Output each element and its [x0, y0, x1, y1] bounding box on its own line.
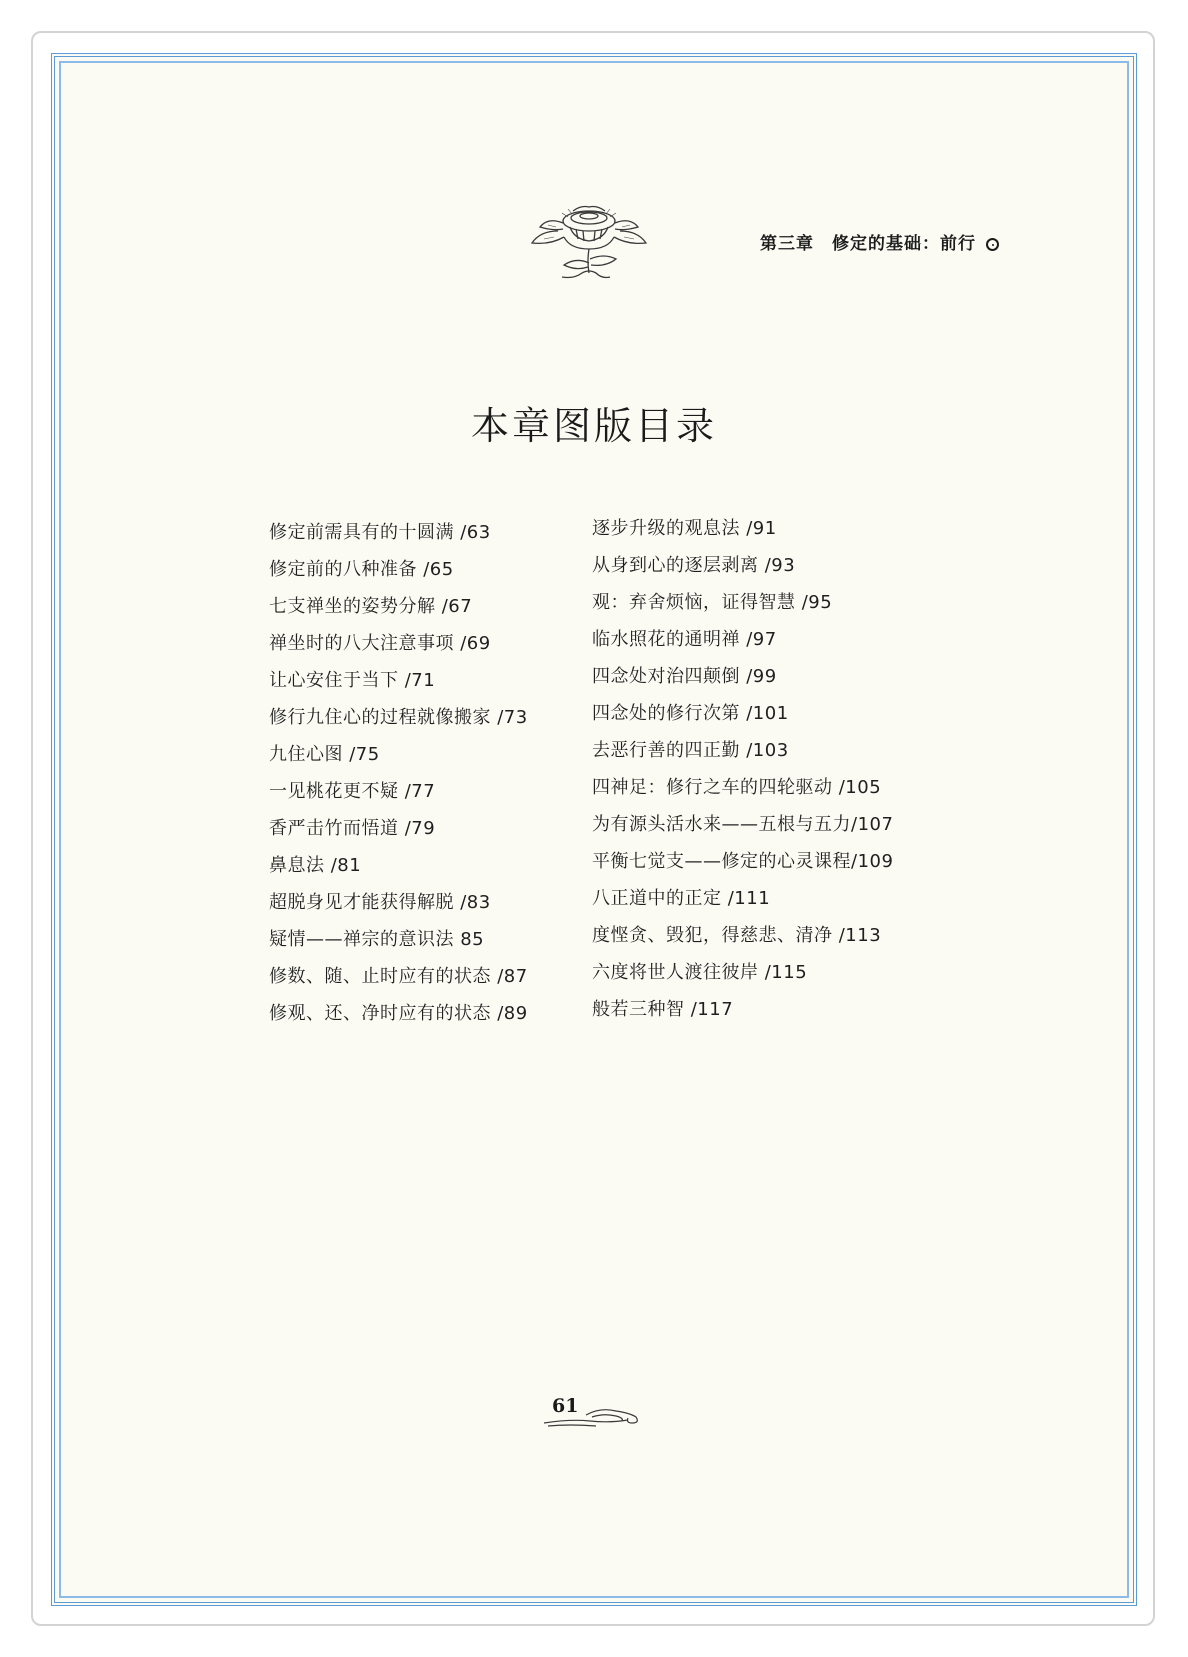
chapter-number: 第三章 [760, 234, 814, 254]
toc-entry: 修定前需具有的十圆满 /63 [269, 522, 491, 543]
toc-entry: 修数、随、止时应有的状态 /87 [269, 966, 528, 987]
toc-entry: 平衡七觉支——修定的心灵课程/109 [592, 851, 894, 872]
toc-entry: 度悭贪、毁犯，得慈悲、清净 /113 [592, 925, 882, 946]
toc-entry: 逐步升级的观息法 /91 [592, 518, 777, 539]
toc-left-column [269, 514, 528, 1032]
toc-entry: 修定前的八种准备 /65 [269, 559, 454, 580]
toc-entry: 般若三种智 /117 [592, 999, 734, 1020]
book-page [51, 53, 1137, 1606]
cloud-scroll-icon [540, 1393, 660, 1433]
page-footer [540, 1393, 660, 1433]
toc-entry: 疑情——禅宗的意识法 85 [269, 929, 485, 950]
toc-entry: 香严击竹而悟道 /79 [269, 818, 436, 839]
chapter-title: 修定的基础：前行 [832, 234, 976, 254]
toc-entry: 四念处对治四颠倒 /99 [592, 666, 777, 687]
toc-entry: 修行九住心的过程就像搬家 /73 [269, 707, 528, 728]
toc-entry: 为有源头活水来——五根与五力/107 [592, 814, 894, 835]
toc-entry: 从身到心的逐层剥离 /93 [592, 555, 796, 576]
toc-entry: 九住心图 /75 [269, 744, 380, 765]
toc-entry: 六度将世人渡往彼岸 /115 [592, 962, 808, 983]
toc-entry: 鼻息法 /81 [269, 855, 362, 876]
lotus-flower-icon [518, 187, 660, 287]
toc-entry: 临水照花的通明禅 /97 [592, 629, 777, 650]
toc-entry: 修观、还、净时应有的状态 /89 [269, 1003, 528, 1024]
page-title: 本章图版目录 [470, 404, 717, 448]
toc-entry: 八正道中的正定 /111 [592, 888, 771, 909]
toc-entry: 超脱身见才能获得解脱 /83 [269, 892, 491, 913]
toc-entry: 四念处的修行次第 /101 [592, 703, 789, 724]
toc-entry: 让心安住于当下 /71 [269, 670, 436, 691]
page-number: 61 [552, 1395, 579, 1417]
toc-entry: 七支禅坐的姿势分解 /67 [269, 596, 473, 617]
running-header [760, 229, 999, 254]
toc-entry: 一见桃花更不疑 /77 [269, 781, 436, 802]
circle-dot-icon [986, 238, 999, 251]
toc-entry: 去恶行善的四正勤 /103 [592, 740, 789, 761]
toc-right-column [592, 510, 893, 1028]
toc-entry: 观：弃舍烦恼，证得智慧 /95 [592, 592, 833, 613]
toc-entry: 禅坐时的八大注意事项 /69 [269, 633, 491, 654]
toc-entry: 四神足：修行之车的四轮驱动 /105 [592, 777, 882, 798]
